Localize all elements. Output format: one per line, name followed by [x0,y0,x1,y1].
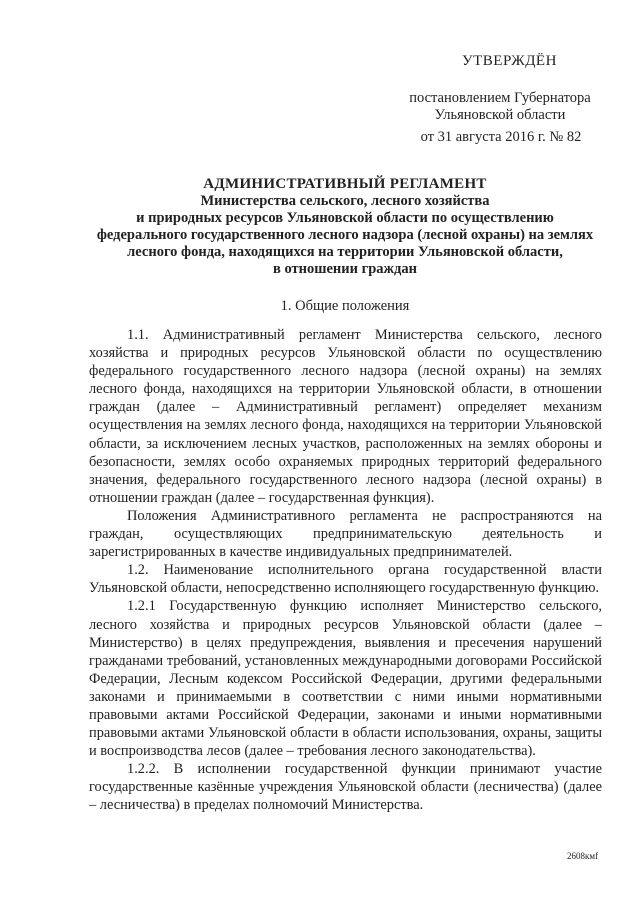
title-line-4: лесного фонда, находящихся на территории Ульяновской области, [127,244,563,260]
document-body [89,326,602,815]
approval-stamp: УТВЕРЖДЁН [462,53,557,69]
paragraph-1-2-2: 1.2.2. В исполнении государственной функции принимают участие государственные казённые учреждения Ульяновской области (лесничества) (далее – лесничества) в пределах полномочий Министерства. [89,761,602,814]
decree-line-2: Ульяновской области [434,107,566,123]
decree-reference [395,90,605,124]
footer-code: 2608кмf [567,851,599,861]
title-line-1: Министерства сельского, лесного хозяйства [200,193,490,209]
decree-date: от 31 августа 2016 г. № 82 [420,129,582,145]
paragraph-1-2: 1.2. Наименование исполнительного органа государственной власти Ульяновской области, непосредственно исполняющего государственную функцию. [89,562,602,597]
title-line-3: федерального государственного лесного надзора (лесной охраны) на землях [96,227,594,243]
section-heading: 1. Общие положения [280,298,410,314]
paragraph-provisions: Положения Административного регламента не распространяются на граждан, осуществляющих предпринимательскую деятельность и зарегистрированных в качестве индивидуальных предпринимателей. [89,507,602,561]
title-line-2: и природных ресурсов Ульяновской области по осуществлению [136,210,554,226]
document-title [80,176,610,278]
title-main: АДМИНИСТРАТИВНЫЙ РЕГЛАМЕНТ [203,176,487,192]
title-line-5: в отношении граждан [273,261,417,277]
paragraph-1-2-1: 1.2.1 Государственную функцию исполняет Министерство сельского, лесного хозяйства и природных ресурсов Ульяновской области (далее – Министерство) в целях предупреждения, выявления и пресечения нарушений гражданами требований, установленных международными договорами Российской Федерации, Лесным кодексом Российской Федерации, другими федеральными законами и принимаемыми в соответствии с ними иными нормативными правовыми актами Российской Федерации, законами и иными нормативными правовыми актами Ульяновской области в области использования, охраны, защиты и воспроизводства лесов (далее – требования лесного законодательства). [89,598,602,760]
decree-line-1: постановлением Губернатора [409,90,591,106]
paragraph-1-1: 1.1. Административный регламент Министерства сельского, лесного хозяйства и природных ресурсов Ульяновской области по осуществлению федерального государственного лесного надзора (лесной охраны) на землях лесного фонда, находящихся на территории Ульяновской области, в отношении граждан (далее – Административный регламент) определяет механизм осуществления на землях лесного фонда, находящихся на территории Ульяновской области, за исключением лесных участков, расположенных на землях обороны и безопасности, землях особо охраняемых природных территорий федерального значения, федерального государственного лесного надзора (лесной охраны) в отношении граждан (далее – государственная функция). [89,327,602,506]
